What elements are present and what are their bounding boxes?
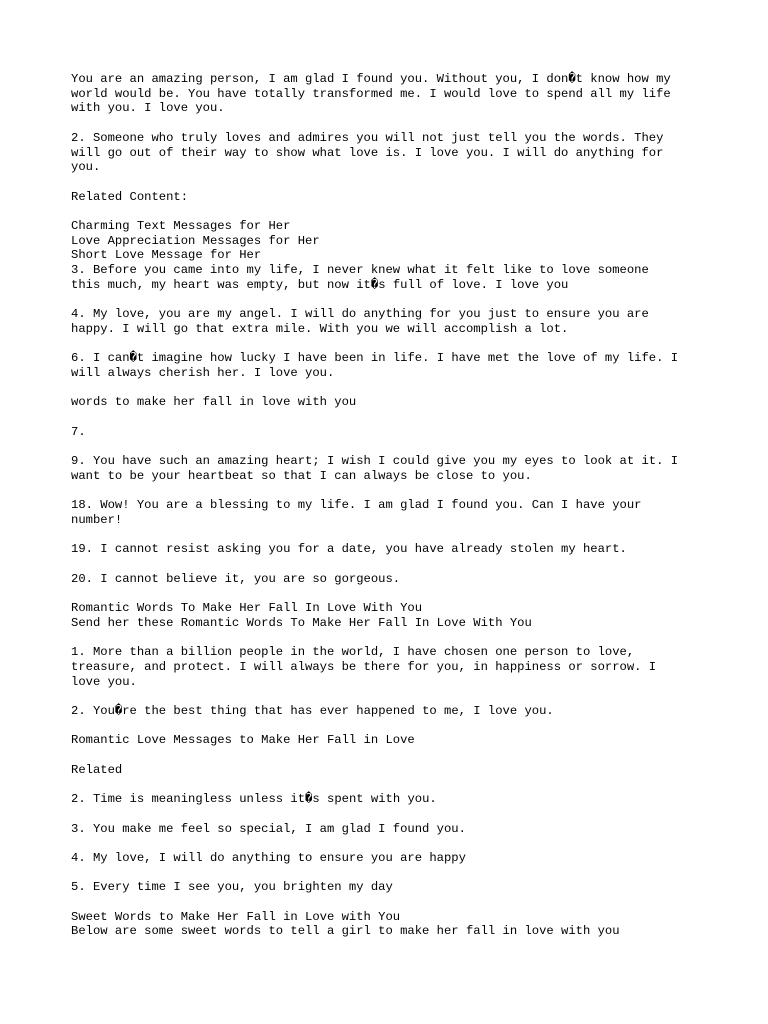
text-line: 2. Time is meaningless unless it�s spent with you.	[71, 792, 437, 807]
document-paragraph	[71, 72, 711, 116]
document-page	[71, 72, 711, 954]
document-paragraph	[71, 733, 711, 748]
text-line: Charming Text Messages for Her	[71, 218, 291, 233]
text-line: Short Love Message for Her	[71, 248, 262, 263]
document-paragraph	[71, 822, 711, 837]
text-line: 18. Wow! You are a blessing to my life. I am glad I found you. Can I have your	[71, 498, 642, 513]
text-line: 7.	[71, 424, 86, 439]
text-line: want to be your heartbeat so that I can always be close to you.	[71, 468, 532, 483]
document-paragraph	[71, 792, 711, 807]
document-paragraph	[71, 425, 711, 440]
document-paragraph	[71, 219, 711, 293]
text-line: 6. I can�t imagine how lucky I have been in life. I have met the love of my life. I	[71, 351, 679, 366]
text-line: You are an amazing person, I am glad I found you. Without you, I don�t know how my	[71, 72, 671, 86]
text-line: 4. My love, you are my angel. I will do anything for you just to ensure you are	[71, 307, 649, 322]
text-line: 2. Someone who truly loves and admires you will not just tell you the words. They	[71, 130, 664, 145]
document-paragraph	[71, 542, 711, 557]
text-line: Send her these Romantic Words To Make Her Fall In Love With You	[71, 615, 532, 630]
text-line: 4. My love, I will do anything to ensure you are happy	[71, 850, 466, 865]
text-line: 3. You make me feel so special, I am glad I found you.	[71, 821, 466, 836]
text-line: love you.	[71, 674, 137, 689]
text-line: 9. You have such an amazing heart; I wish I could give you my eyes to look at it. I	[71, 454, 679, 469]
document-paragraph	[71, 880, 711, 895]
text-line: 19. I cannot resist asking you for a date, you have already stolen my heart.	[71, 542, 627, 557]
text-line: this much, my heart was empty, but now it�s full of love. I love you	[71, 277, 569, 292]
text-line: with you. I love you.	[71, 101, 225, 116]
text-line: Sweet Words to Make Her Fall in Love with You	[71, 909, 401, 924]
text-line: world would be. You have totally transformed me. I would love to spend all my life	[71, 86, 671, 101]
text-line: number!	[71, 512, 123, 527]
text-line: happy. I will go that extra mile. With you we will accomplish a lot.	[71, 321, 569, 336]
document-paragraph	[71, 307, 711, 336]
document-paragraph	[71, 601, 711, 630]
text-line: Related Content:	[71, 189, 189, 204]
document-paragraph	[71, 454, 711, 483]
text-line: Romantic Words To Make Her Fall In Love With You	[71, 601, 423, 616]
text-line: 3. Before you came into my life, I never knew what it felt like to love someone	[71, 263, 649, 278]
text-line: will go out of their way to show what love is. I love you. I will do anything for	[71, 145, 664, 160]
document-paragraph	[71, 704, 711, 719]
text-line: will always cherish her. I love you.	[71, 365, 335, 380]
text-line: Love Appreciation Messages for Her	[71, 233, 320, 248]
text-line: 2. You�re the best thing that has ever happened to me, I love you.	[71, 704, 554, 719]
text-line: treasure, and protect. I will always be there for you, in happiness or sorrow. I	[71, 659, 657, 674]
text-line: 1. More than a billion people in the world, I have chosen one person to love,	[71, 645, 635, 660]
document-paragraph	[71, 395, 711, 410]
document-paragraph	[71, 351, 711, 380]
text-line: Below are some sweet words to tell a girl to make her fall in love with you	[71, 924, 620, 939]
text-line: 5. Every time I see you, you brighten my day	[71, 880, 393, 895]
text-line: Romantic Love Messages to Make Her Fall in Love	[71, 733, 415, 748]
document-paragraph	[71, 190, 711, 205]
document-paragraph	[71, 131, 711, 175]
document-paragraph	[71, 498, 711, 527]
document-paragraph	[71, 910, 711, 939]
document-paragraph	[71, 763, 711, 778]
text-line: 20. I cannot believe it, you are so gorgeous.	[71, 571, 401, 586]
text-line: words to make her fall in love with you	[71, 395, 357, 410]
document-paragraph	[71, 851, 711, 866]
text-line: you.	[71, 160, 101, 175]
document-paragraph	[71, 645, 711, 689]
document-paragraph	[71, 572, 711, 587]
text-line: Related	[71, 762, 123, 777]
